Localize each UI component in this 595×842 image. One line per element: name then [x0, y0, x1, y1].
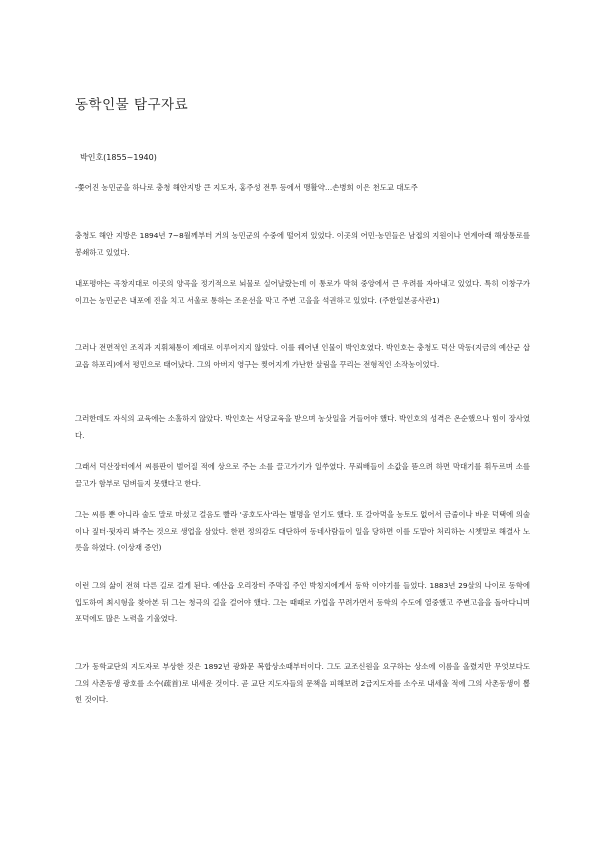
- document-subtitle: 박인호(1855~1940): [80, 153, 157, 162]
- paragraph: 내포평야는 곡창지대로 이곳의 양곡을 정기적으로 뇌물로 실어날랐는데 이 통로가 막혀 중앙에서 큰 우려를 자아내고 있었다. 특히 이창구가 이끄는 농민군은 내포에 진을 치고 서울로 통하는 조운선을 막고 주변 고을을 석권하고 있었다. (주한일본공사관1): [75, 279, 530, 305]
- paragraph: 그러한데도 자식의 교육에는 소홀하지 않았다. 박인호는 서당교육을 받으며 농삿일을 거들어야 했다. 박인호의 성격은 온순했으나 힘이 장사였다.: [75, 414, 530, 440]
- paragraph: 그래서 덕산장터에서 씨름판이 벌어질 적에 상으로 주는 소를 끌고가기가 일쑤였다. 무뢰배들이 소값을 뜯으려 하면 막대기를 휘두르며 소를 끌고가 함부로 덤벼들지 못했다고 한다.: [75, 462, 530, 488]
- paragraph: -쫓어진 농민군을 하나로 충청 해안지방 큰 지도자, 홍주성 전투 등에서 맹활약…손병희 이은 천도교 대도주: [75, 183, 418, 192]
- paragraph: 그는 씨름 뿐 아니라 술도 말로 마셨고 걸음도 빨라 '공호도사'라는 별명을 얻기도 했다. 또 갈아먹을 농토도 없어서 금줄이나 바운 덕택에 의술이나 짚터·뒷자리 봐주는 것으로 생업을 삼았다. 한편 정의감도 대단하여 동네사람들이 일을 당하면 이를 도맡아 처리하는 시쳇말로 해결사 노릇을 하였다. (이상재 증언): [75, 510, 530, 552]
- paragraph: 이런 그의 삶이 전혀 다른 길로 걸게 된다. 예산읍 오리장터 주막집 주인 박칭지에게서 동학 이야기를 들었다. 1883년 29살의 나이로 동학에 입도하여 최시형을 찾아본 뒤 그는 청극의 길을 걸어야 했다. 그는 때때로 가업을 꾸려가면서 동학의 수도에 열중했고 주변고을을 돌아다니며 포덕에도 많은 노력을 기울였다.: [75, 581, 530, 623]
- paragraph: 충청도 해안 지방은 1894년 7~8월께부터 거의 농민군의 수중에 떨어져 있었다. 이곳의 어민·농민들은 남접의 지원이나 연계아래 해상통로를 봉쇄하고 있었다.: [75, 231, 530, 257]
- paragraph: 그러나 전면적인 조직과 지휘체통이 제대로 이루어지지 않았다. 이를 꿰어낸 인물이 박인호였다. 박인호는 충청도 덕산 막동(지금의 예산군 삽교읍 하포리)에서 평민으로 태어났다. 그의 아버지 영구는 찢어지게 가난한 살림을 꾸리는 전형적인 소작농이었다.: [75, 343, 530, 369]
- paragraph: 그가 동학교단의 지도자로 부상한 것은 1892년 광화문 복합상소때부터이다. 그도 교조신원을 요구하는 상소에 이름을 올렸지만 무엇보다도 그의 사촌동생 광호를 소수(疏首)로 내세운 것이다. 곧 교단 지도자들의 문책을 피해보려 2급지도자를 소수로 내세울 적에 그의 사촌동생이 뽑힌 것이다.: [75, 662, 530, 704]
- document-title: 동학인물 탐구자료: [75, 97, 189, 113]
